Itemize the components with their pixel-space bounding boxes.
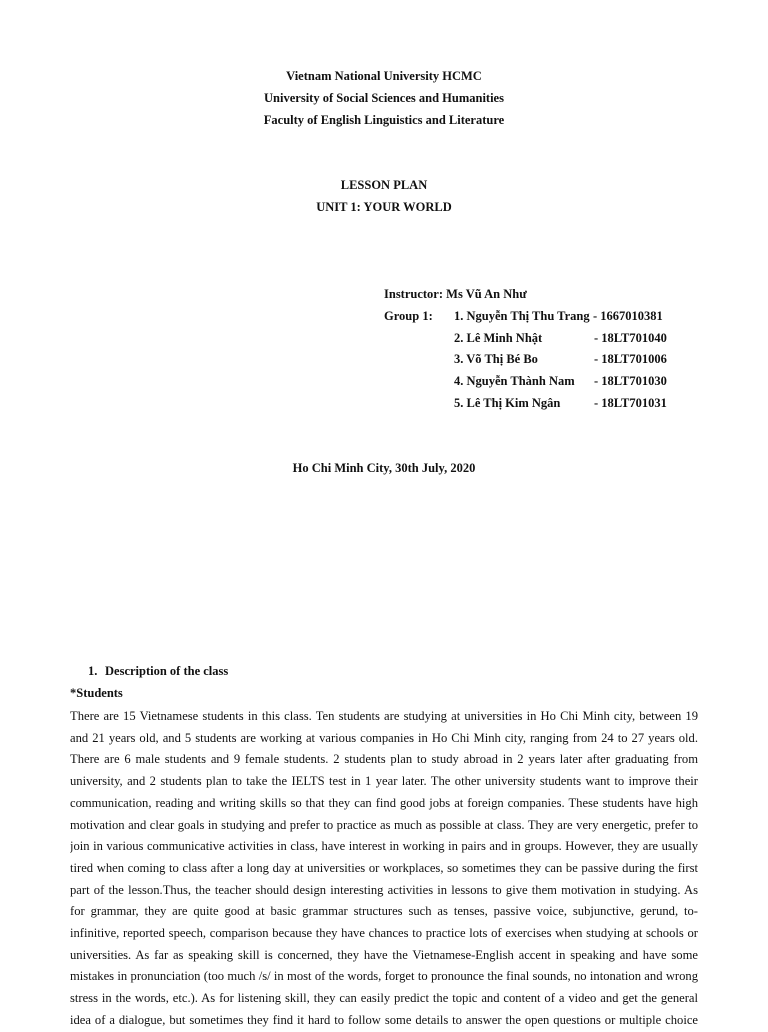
paragraph-line: mistakes in pronunciation (too much /s/ in most of the words, forget to pronounce the final sounds, no intonation and wrong xyxy=(70,969,698,984)
paragraph-line: There are 6 male students and 9 female students. 2 students plan to study abroad in 2 years later after graduating from xyxy=(70,752,698,767)
paragraph-line: and 21 years old, and 5 students are working at various companies in Ho Chi Minh city, ranging from 24 to 27 years old. xyxy=(70,730,698,745)
paragraph-line: There are 15 Vietnamese students in this class. Ten students are studying at universities in Ho Chi Minh city, between 19 xyxy=(70,709,698,723)
member-id: - 1667010381 xyxy=(593,309,663,323)
member-name: 2. Lê Minh Nhật xyxy=(454,331,543,345)
faculty-name: Faculty of English Linguistics and Literature xyxy=(263,113,505,127)
paragraph-line: tired when coming to class after a long day at universities or workplaces, so sometimes they can be passive during the first xyxy=(70,860,698,875)
member-id: - 18LT701031 xyxy=(594,396,667,410)
paragraph-line: part of the lesson.Thus, the teacher should design interesting activities in lessons to give them motivation in studying. As xyxy=(70,882,698,897)
group-label: Group 1: xyxy=(384,309,433,323)
paragraph-line: motivation and clear goals in studying and prefer to practice as much as possible at class. They are very energetic, prefer to xyxy=(70,817,698,832)
paragraph-line: join in various communicative activities in class, have interest in working in pairs and in groups. However, they are usually xyxy=(70,839,698,854)
member-name: 1. Nguyễn Thị Thu Trang xyxy=(454,309,590,323)
section-number: 1. xyxy=(88,664,98,678)
member-name: 4. Nguyễn Thành Nam xyxy=(454,374,575,388)
member-id: - 18LT701030 xyxy=(594,374,667,388)
member-id: - 18LT701040 xyxy=(594,331,667,345)
paragraph-line: universities. As far as speaking skill is concerned, they have the Vietnamese-English accent in speaking and have some xyxy=(70,947,698,962)
paragraph-line: for grammar, they are quite good at basic grammar structures such as tenses, passive voice, subjunctive, gerund, to- xyxy=(70,904,698,919)
member-name: 5. Lê Thị Kim Ngân xyxy=(454,396,561,410)
document-title: LESSON PLAN xyxy=(340,178,428,192)
paragraph-line: infinitive, reported speech, comparison because they have chances to practice lots of exercises when studying at schools or xyxy=(70,926,698,941)
unit-title: UNIT 1: YOUR WORLD xyxy=(316,200,452,214)
paragraph-line: communication, reading and writing skills so that they can find good jobs at foreign companies. These students have high xyxy=(70,795,698,810)
member-id: - 18LT701006 xyxy=(594,352,667,366)
university-name: Vietnam National University HCMC xyxy=(286,69,482,83)
member-name: 3. Võ Thị Bé Bo xyxy=(454,352,538,366)
date-line: Ho Chi Minh City, 30th July, 2020 xyxy=(292,461,476,475)
paragraph-line: idea of a dialogue, but sometimes they find it hard to follow some details to answer the open questions or multiple choice xyxy=(70,1012,698,1027)
paragraph-line: stress in the words, etc.). As for listening skill, they can easily predict the topic and content of a video and get the general xyxy=(70,991,698,1006)
section-subheading: *Students xyxy=(70,686,123,700)
students-paragraph xyxy=(70,706,698,1032)
section-heading: Description of the class xyxy=(105,664,229,678)
instructor-label: Instructor: Ms Vũ An Như xyxy=(384,287,527,301)
school-name: University of Social Sciences and Humanities xyxy=(264,91,504,105)
paragraph-line: university, and 2 students plan to take the IELTS test in 1 year later. The other university students want to improve their xyxy=(70,774,698,789)
